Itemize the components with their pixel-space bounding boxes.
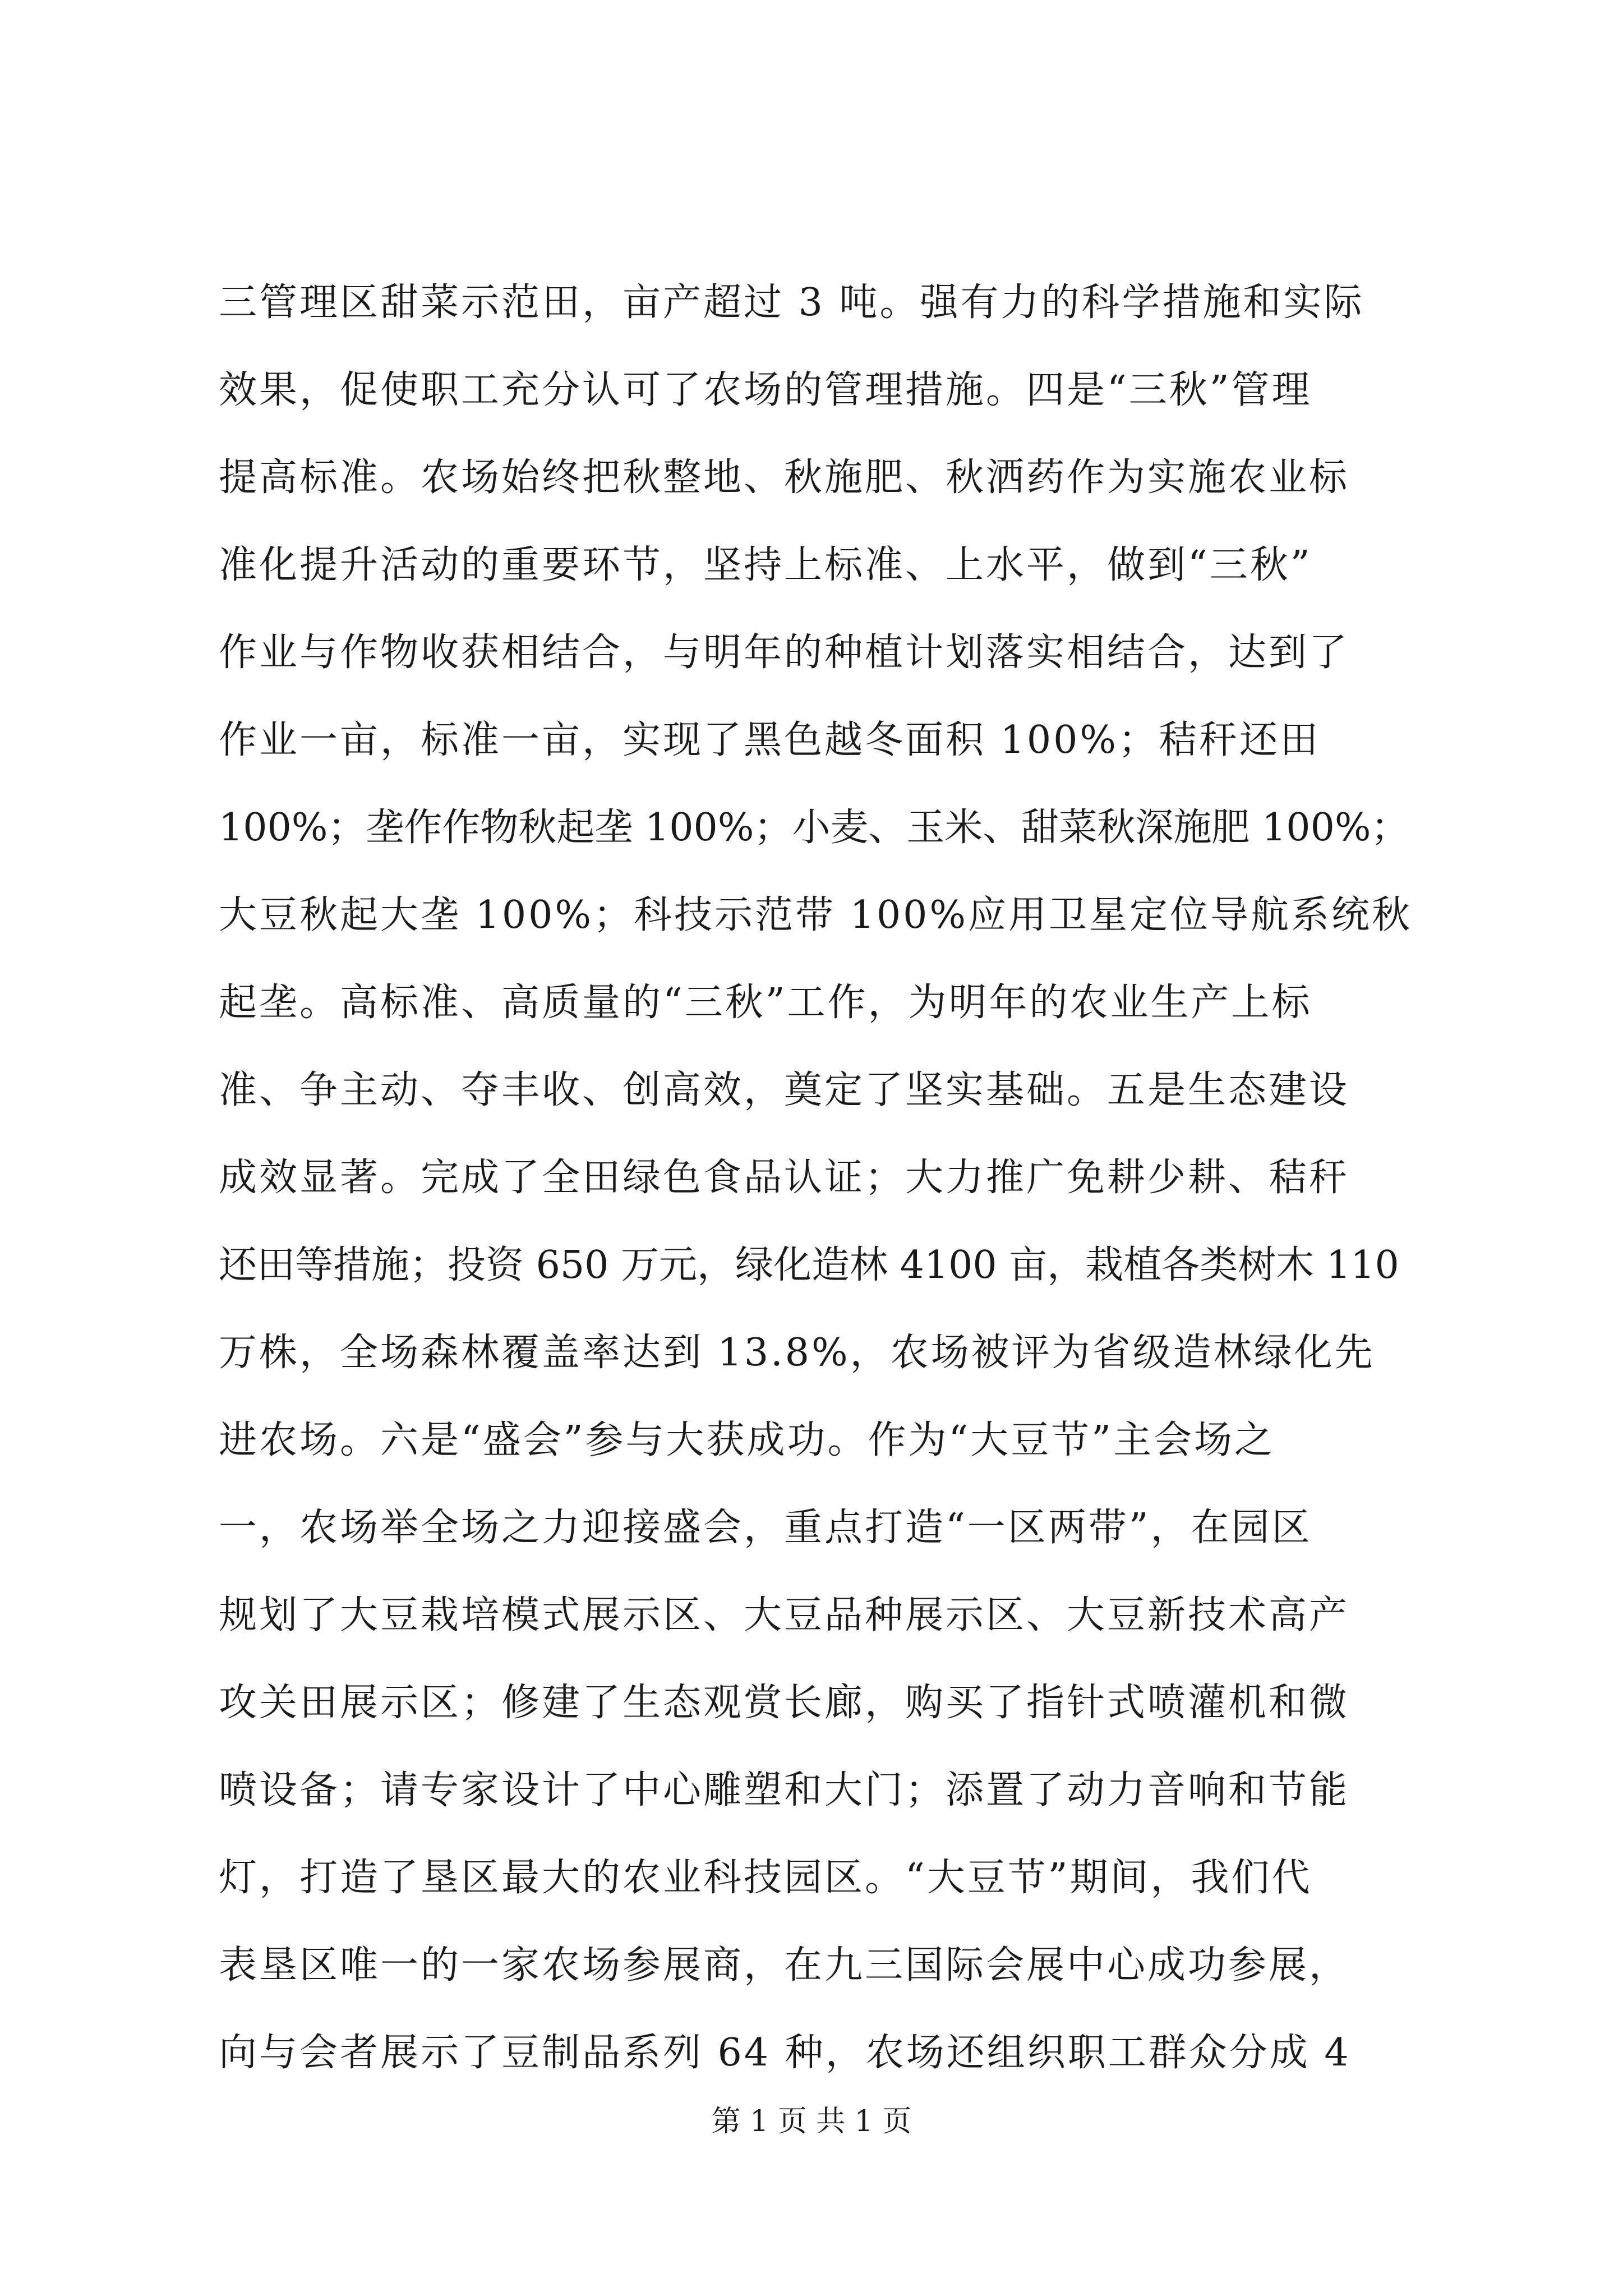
- page-footer: [0, 2099, 1623, 2144]
- text-line: 作业一亩，标准一亩，实现了黑色越冬面积 100%；秸秆还田: [219, 718, 1321, 762]
- text-line: 表垦区唯一的一家农场参展商，在九三国际会展中心成功参展，: [219, 1943, 1350, 1987]
- text-line: 准化提升活动的重要环节，坚持上标准、上水平，做到“三秋”: [219, 543, 1312, 587]
- text-line: 还田等措施；投资 650 万元，绿化造林 4100 亩，栽植各类树木 110: [219, 1243, 1399, 1287]
- text-line: 喷设备；请专家设计了中心雕塑和大门；添置了动力音响和节能: [219, 1768, 1350, 1812]
- body-text: [219, 259, 1430, 2097]
- text-line: 进农场。六是“盛会”参与大获成功。作为“大豆节”主会场之: [219, 1418, 1275, 1462]
- text-line: 大豆秋起大垄 100%；科技示范带 100%应用卫星定位导航系统秋: [219, 893, 1413, 937]
- text-line: 起垄。高标准、高质量的“三秋”工作，为明年的农业生产上标: [219, 981, 1312, 1025]
- text-line: 作业与作物收获相结合，与明年的种植计划落实相结合，达到了: [219, 631, 1350, 675]
- text-line: 规划了大豆栽培模式展示区、大豆品种展示区、大豆新技术高产: [219, 1593, 1350, 1637]
- text-line: 100%；垄作作物秋起垄 100%；小麦、玉米、甜菜秋深施肥 100%；: [219, 806, 1409, 850]
- page-number: 第 1 页 共 1 页: [711, 2105, 912, 2138]
- text-line: 万株，全场森林覆盖率达到 13.8%，农场被评为省级造林绿化先: [219, 1331, 1375, 1375]
- text-line: 一，农场举全场之力迎接盛会，重点打造“一区两带”，在园区: [219, 1506, 1312, 1550]
- text-line: 三管理区甜菜示范田，亩产超过 3 吨。强有力的科学措施和实际: [219, 280, 1364, 325]
- text-line: 成效显著。完成了全田绿色食品认证；大力推广免耕少耕、秸秆: [219, 1156, 1350, 1200]
- text-line: 效果，促使职工充分认可了农场的管理措施。四是“三秋”管理: [219, 368, 1312, 412]
- text-line: 向与会者展示了豆制品系列 64 种，农场还组织职工群众分成 4: [219, 2031, 1351, 2075]
- text-line: 攻关田展示区；修建了生态观赏长廊，购买了指针式喷灌机和微: [219, 1681, 1350, 1725]
- text-line: 提高标准。农场始终把秋整地、秋施肥、秋洒药作为实施农业标: [219, 455, 1350, 500]
- text-line: 灯，打造了垦区最大的农业科技园区。“大豆节”期间，我们代: [219, 1856, 1312, 1900]
- text-line: 准、争主动、夺丰收、创高效，奠定了坚实基础。五是生态建设: [219, 1068, 1350, 1112]
